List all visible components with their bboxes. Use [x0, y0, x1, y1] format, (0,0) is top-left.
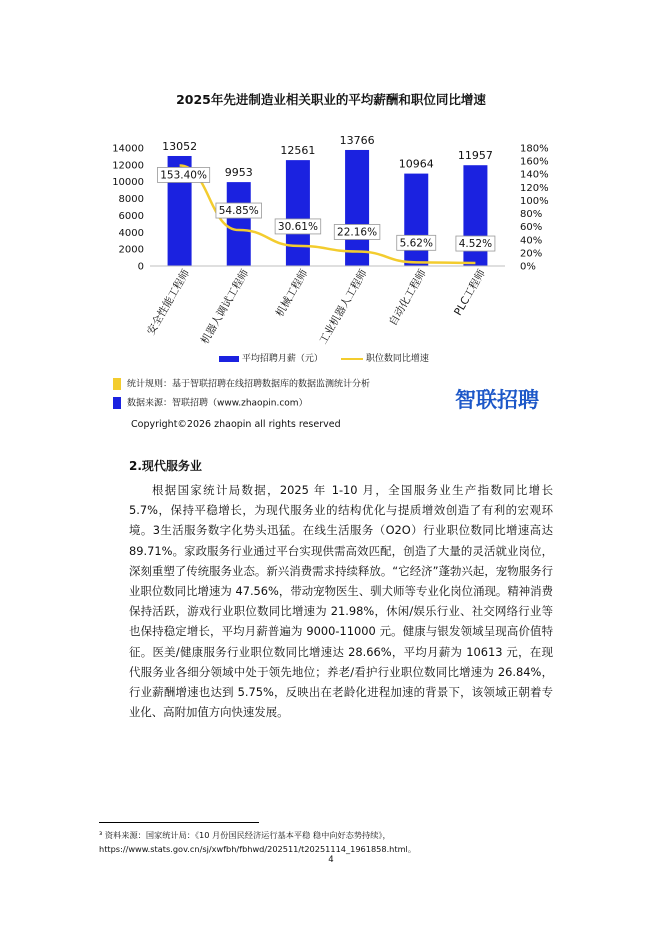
bar-value-label: 13766 — [339, 133, 375, 147]
footnote: ³ 资料来源：国家统计局：《10 月份国民经济运行基本平稳 稳中向好态势持续》，https://www.stats.gov.cn/sj/xwfbh/fbhwd/202511/t20251114_1961858.html。 — [99, 830, 417, 854]
line-value-label: 30.61% — [277, 220, 318, 233]
bar — [286, 160, 310, 266]
line-value-label: 5.62% — [399, 237, 433, 250]
y-left-tick-label: 4000 — [118, 227, 144, 239]
blue-square-icon — [113, 397, 121, 409]
chart-title: 2025年先进制造业相关职业的平均薪酬和职位同比增速 — [176, 92, 486, 107]
y-left-tick-label: 10000 — [112, 177, 144, 189]
bar — [227, 182, 251, 266]
y-right-tick-label: 80% — [520, 209, 543, 221]
y-right-tick-label: 60% — [520, 222, 543, 234]
category-tick-label: 自动化工程师 — [386, 267, 429, 329]
y-left-tick-label: 14000 — [112, 143, 144, 155]
legend-bar-entry — [219, 351, 323, 364]
bar-value-label: 13052 — [162, 139, 198, 153]
body-paragraph: 根据国家统计局数据，2025 年 1-10 月，全国服务业生产指数同比增长 5.7%，保持平稳增长，为现代服务业的结构优化与提质增效创造了有利的宏观环境。3生活服务数字化势头迅猛。在线生活服务（O2O）行业职位数同比增速高达 89.71%。家政服务行业通过平台实现供需高效匹配，创造了大量的灵活就业岗位，深刻重塑了传统服务业态。新兴消费需求持续释放。“它经济”蓬勃兴起，宠物服务行业职位数同比增速为 47.56%，带动宠物医生、驯犬师等专业化岗位涌现。精神消费保持活跃，游戏行业职位数同比增速为 21.98%，休闲/娱乐行业、社交网络行业等也保持稳定增长，平均月薪普遍为 9000-11000 元。健康与银发领域呈现高价值特征。医美/健康服务行业职位数同比增速达 28.66%，平均月薪为 10613 元，在现代服务业各细分领域中处于领先地位；养老/看护行业职位数同比增速为 26.84%，行业薪酬增速也达到 5.75%，反映出在老龄化进程加速的背景下，该领域正朝着专业化、高附加值方向快速发展。 — [129, 483, 553, 720]
category-tick-label: 机器人调试工程师 — [198, 267, 252, 347]
page-number: 4 — [328, 855, 334, 865]
y-left-tick-label: 0 — [137, 261, 144, 273]
statistics-rule-note — [113, 378, 370, 391]
bar-value-label: 12561 — [280, 144, 316, 158]
line-value-label: 54.85% — [218, 205, 259, 218]
y-left-tick-label: 8000 — [118, 194, 144, 206]
chart-svg — [0, 0, 662, 380]
y-right-tick-label: 0% — [520, 261, 536, 273]
y-left-tick-label: 12000 — [112, 160, 144, 172]
bar — [404, 174, 428, 266]
legend-line-label: 职位数同比增速 — [365, 354, 429, 364]
footnote-divider — [99, 822, 259, 823]
zhaopin-logo: 智联招聘 — [455, 388, 539, 412]
y-right-tick-label: 40% — [520, 235, 543, 247]
copyright-text: Copyright©2026 zhaopin all rights reserved — [131, 419, 341, 430]
legend-line-entry — [341, 351, 429, 364]
y-right-tick-label: 180% — [520, 143, 549, 155]
data-source-note — [113, 397, 308, 410]
bar — [345, 150, 369, 266]
y-right-tick-label: 160% — [520, 156, 549, 168]
line-value-label: 22.16% — [337, 226, 378, 239]
bar-value-label: 11957 — [457, 149, 493, 163]
y-left-tick-label: 6000 — [118, 210, 144, 222]
y-right-tick-label: 120% — [520, 182, 549, 194]
category-tick-label: 机械工程师 — [273, 267, 311, 319]
yellow-square-icon — [113, 378, 121, 390]
data-source-text: 数据来源：智联招聘（www.zhaopin.com） — [127, 398, 308, 409]
category-tick-label: 工业机器人工程师 — [317, 267, 370, 347]
section-heading: 2.现代服务业 — [129, 459, 202, 473]
bar-value-label: 9953 — [224, 166, 253, 180]
category-tick-label: 安全性能工程师 — [145, 267, 193, 338]
bar-value-label: 10964 — [398, 157, 434, 171]
category-tick-label: PLC工程师 — [452, 267, 489, 318]
line-value-label: 153.40% — [160, 169, 207, 182]
statistics-rule-text: 统计规则：基于智联招聘在线招聘数据库的数据监测统计分析 — [127, 379, 371, 390]
y-right-tick-label: 140% — [520, 169, 549, 181]
y-left-tick-label: 2000 — [118, 244, 144, 256]
legend-line-swatch — [341, 358, 363, 360]
y-right-tick-label: 20% — [520, 248, 543, 260]
y-right-tick-label: 100% — [520, 195, 549, 207]
line-value-label: 4.52% — [458, 238, 493, 251]
legend-bar-swatch — [219, 356, 239, 362]
legend-bar-label: 平均招聘月薪（元） — [241, 354, 323, 364]
